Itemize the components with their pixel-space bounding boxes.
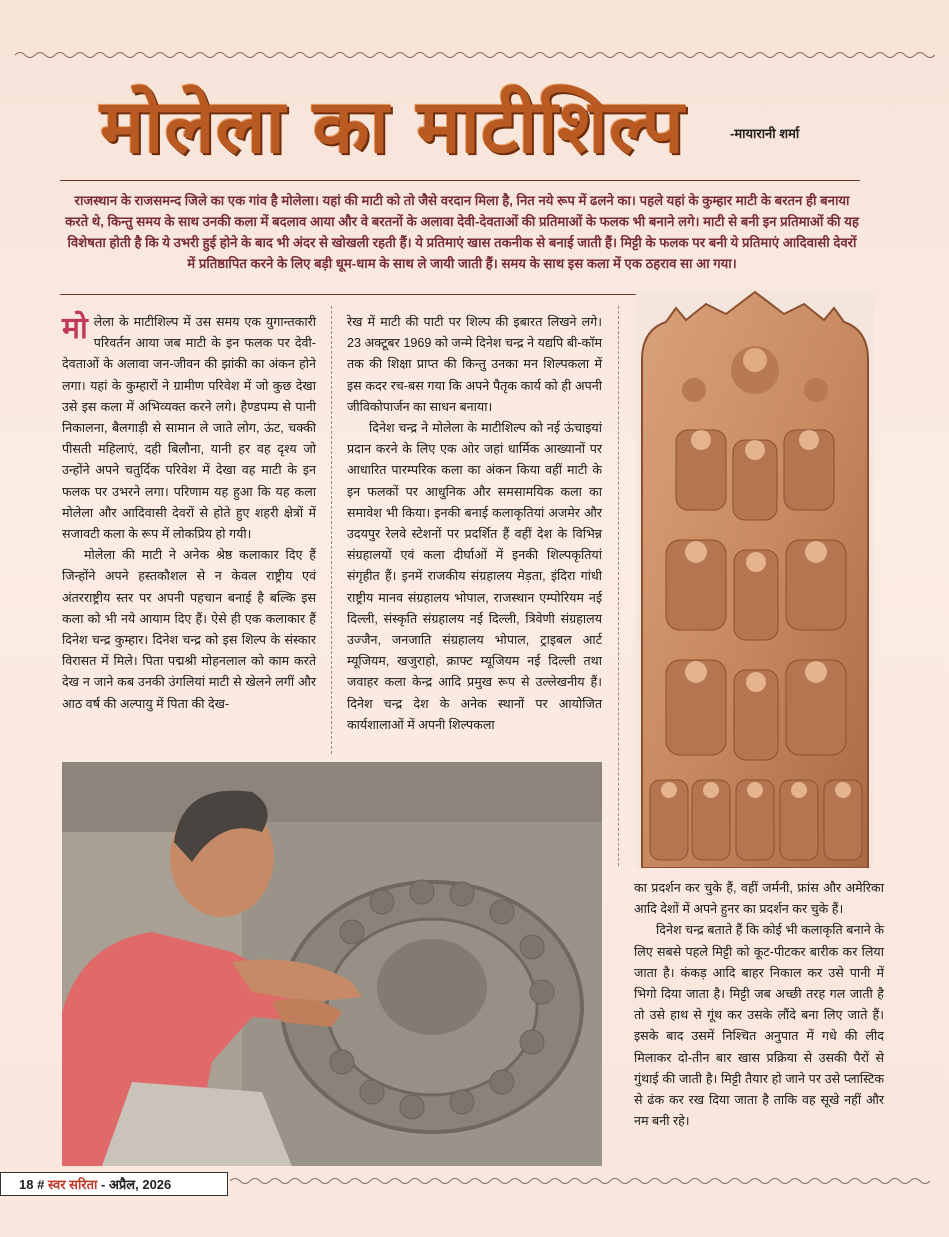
column-1-para-1: मोलेला के माटीशिल्प में उस समय एक युगान्तकारी परिवर्तन आया जब माटी के इन फलक पर देवी-देवताओं के अलावा जन-जीवन की झांकी का अंकन होने लगा। यहां के कुम्हारों ने ग्रामीण परिवेश में जो कुछ देखा उसे इस कला में अभिव्यक्त करने लगे। हैण्डपम्प से पानी निकालना, बैलगाड़ी से सामान ले जाते लोग, ऊंट, चक्की पीसती महिलाएं, दही बिलौना, यानी हर वह दृश्य जो उन्होंने अपने चतुर्दिक परिवेश में देखा वह माटी के इन फलक पर उभरने लगा। परिणाम यह हुआ कि यह कला मोलेला और आदिवासी देवरों से होते हुए शहरी क्षेत्रों में सजावटी कला के रूप में लोकप्रिय हो गयी।	[62, 311, 316, 542]
intro-paragraph: राजस्थान के राजसमन्द जिले का एक गांव है मोलेला। यहां की माटी को तो जैसे वरदान मिला है, नित नये रूप में ढलने का। पहले यहां के कुम्हार माटी के बरतन ही बनाया करते थे, किन्तु समय के साथ उनकी कला में बदलाव आया और वे बरतनों के अलावा देवी-देवताओं की प्रतिमाओं के फलक भी बनाने लगे। माटी से बनी इन प्रतिमाओं की यह विशेषता होती है कि ये उभरी हुई होने के बाद भी अंदर से खोखली रहती हैं। ये प्रतिमाएं खास तकनीक से बनाई जाती हैं। मिट्टी के फलक पर बनी ये प्रतिमाएं आदिवासी देवरों में प्रतिष्ठापित करने के लिए बड़ी धूम-धाम के साथ ले जायी जाती हैं। समय के साथ इस कला में एक ठहराव सा आ गया।	[65, 193, 859, 271]
craftsman-photo	[62, 762, 602, 1166]
magazine-name: स्वर सरिता	[47, 1177, 98, 1192]
dropcap: मो	[62, 311, 88, 346]
column-divider-2	[618, 306, 619, 866]
column-3-para-1: का प्रदर्शन कर चुके हैं, वहीं जर्मनी, फ्रांस और अमेरिका आदि देशों में अपने हुनर का प्रदर्शन कर चुके हैं।	[634, 881, 884, 917]
column-2-para-1: रेख में माटी की पाटी पर शिल्प की इबारत लिखने लगे। 23 अक्टूबर 1969 को जन्मे दिनेश चन्द्र ने यद्यपि बी-कॉम तक की शिक्षा प्राप्त की किन्तु उनका मन शिल्पकला में इस कदर रच-बस गया कि अपने पैतृक कार्य को ही अपनी जीविकोपार्जन का साधन बनाया।	[347, 315, 602, 414]
column-1	[62, 312, 316, 715]
column-divider	[331, 306, 332, 754]
page-footer	[0, 1172, 228, 1196]
article-title: मोलेला का माटीशिल्प	[100, 84, 685, 170]
terracotta-panel-photo	[636, 290, 874, 868]
column-1-para-2: मोलेला की माटी ने अनेक श्रेष्ठ कलाकार दिए हैं जिन्होंने अपने हस्तकौशल से न केवल राष्ट्रीय एवं अंतरराष्ट्रीय स्तर पर अपनी पहचान बनाई है बल्कि इस कला को भी नये आयाम दिए हैं। ऐसे ही एक कलाकार हैं दिनेश चन्द्र कुम्हार। दिनेश चन्द्र को इस शिल्प के संस्कार विरासत में मिले। पिता पद्मश्री मोहनलाल को काम करते देख न जाने कब उनकी उंगलियां माटी से खेलने लगीं और आठ वर्ष की अल्पायु में पिता की देख-	[62, 548, 316, 711]
issue-date: - अप्रैल, 2026	[101, 1177, 172, 1192]
column-2	[347, 312, 602, 736]
top-wavy-border	[15, 50, 935, 60]
intro-top-rule	[60, 180, 860, 181]
column-3-para-2: दिनेश चन्द्र बताते हैं कि कोई भी कलाकृति बनाने के लिए सबसे पहले मिट्टी को कूट-पीटकर बारीक कर लिया जाता है। कंकड़ आदि बाहर निकाल कर उसे पानी में भिगो दिया जाता है। मिट्टी जब अच्छी तरह गल जाती है तो उसे हाथ से गूंथ कर उसके लौंदे बना लिए जाते हैं। इसके बाद उसमें निश्चित अनुपात में गधे की लीद मिलाकर दो-तीन बार खास प्रक्रिया से उसकी पैरों से गुंथाई की जाती है। मिट्टी तैयार हो जाने पर उसे प्लास्टिक से ढंक कर रख दिया जाता है ताकि वह सूखे नहीं और नम बनी रहे।	[634, 923, 884, 1129]
author-byline: -मायारानी शर्मा	[730, 126, 800, 141]
page-number: 18 #	[19, 1177, 45, 1192]
column-3	[634, 878, 884, 1132]
column-2-para-2: दिनेश चन्द्र ने मोलेला के माटीशिल्प को नई ऊंचाइयां प्रदान करने के लिए एक ओर जहां धार्मिक आख्यानों पर आधारित पारम्परिक कला का अंकन किया वहीं माटी के इन फलकों पर आधुनिक और समसामयिक कला का समावेश भी किया। इनकी बनाई कलाकृतियां अजमेर और उदयपुर रेलवे स्टेशनों पर प्रदर्शित हैं वहीं देश के विभिन्न संग्रहालयों एवं कला दीर्घाओं में इनकी शिल्पकृतियां संगृहीत हैं। इनमें राजकीय संग्रहालय मेड़ता, इंदिरा गांधी राष्ट्रीय मानव संग्रहालय भोपाल, राजस्थान एम्पोरियम नई दिल्ली, संस्कृति संग्रहालय नई दिल्ली, त्रिवेणी संग्रहालय उज्जैन, जनजाति संग्रहालय भोपाल, ट्राइबल आर्ट म्यूजियम, खजुराहो, क्राफ्ट म्यूजियम नई दिल्ली तथा जवाहर कला केन्द्र आदि प्रमुख रूप से उल्लेखनीय हैं। दिनेश चन्द्र देश के अनेक स्थानों पर आयोजित कार्यशालाओं में अपनी शिल्पकला	[347, 421, 602, 732]
bottom-wavy-border	[230, 1176, 935, 1186]
